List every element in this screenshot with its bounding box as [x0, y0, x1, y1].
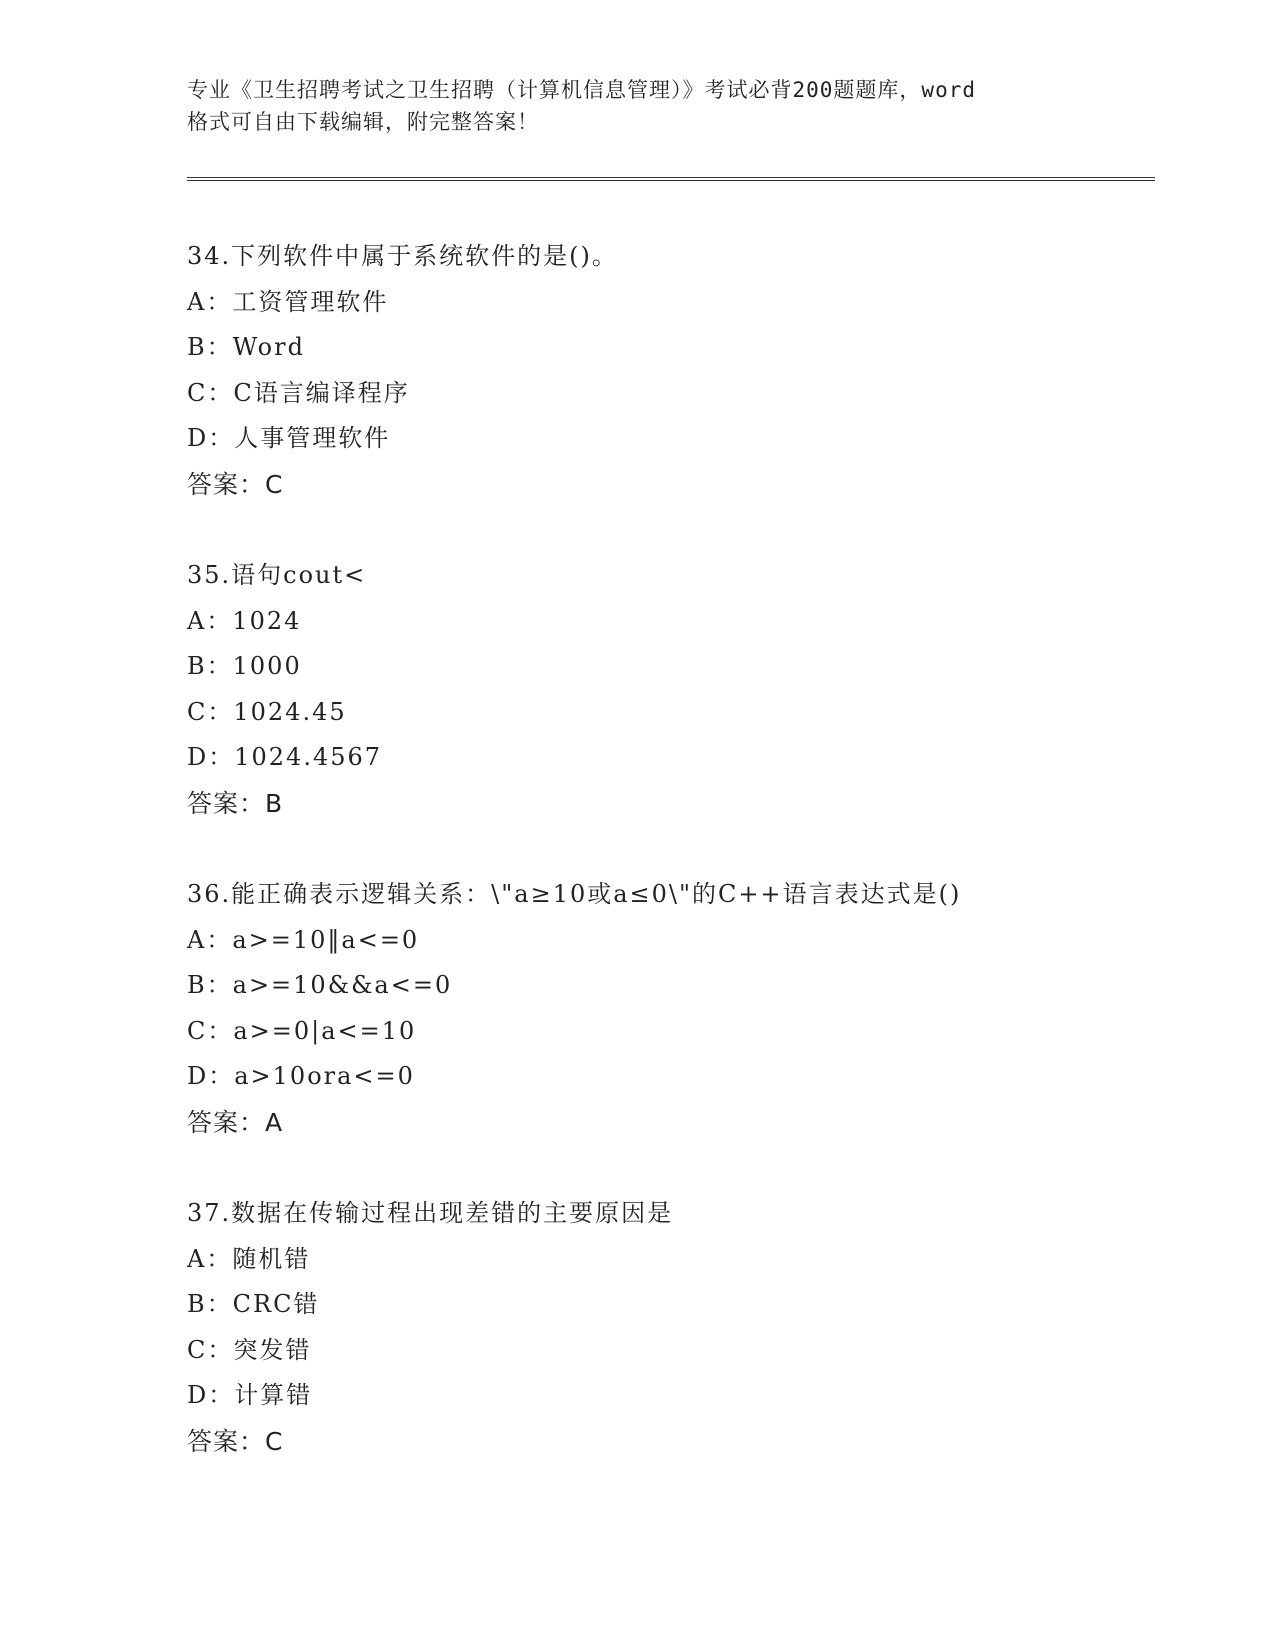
option-a: A：1024: [187, 606, 302, 635]
answer: 答案：C: [187, 469, 284, 499]
option-b: B：CRC错: [187, 1290, 320, 1318]
option-c: C：C语言编译程序: [187, 378, 410, 407]
question-stem: 37.数据在传输过程出现差错的主要原因是: [187, 1199, 674, 1227]
question-35: [187, 553, 1187, 826]
question-34: [187, 234, 1187, 507]
question-stem: 35.语句cout<: [187, 561, 367, 589]
answer: 答案：C: [187, 1426, 284, 1456]
question-36: [187, 872, 1187, 1145]
header-line-2: 格式可自由下载编辑，附完整答案！: [187, 110, 539, 134]
option-d: D：1024.4567: [187, 743, 383, 771]
option-d: D：a>10ora<=0: [187, 1062, 415, 1090]
option-c: C：a>=0|a<=10: [187, 1016, 417, 1045]
answer: 答案：B: [187, 788, 284, 818]
option-d: D：人事管理软件: [187, 424, 391, 452]
header-divider: [187, 177, 1155, 181]
question-list: [187, 234, 1187, 1510]
option-b: B：a>=10&&a<=0: [187, 971, 453, 999]
option-c: C：突发错: [187, 1335, 312, 1364]
option-a: A：随机错: [187, 1244, 311, 1273]
option-b: B：Word: [187, 333, 305, 361]
option-c: C：1024.45: [187, 697, 347, 726]
answer: 答案：A: [187, 1107, 284, 1137]
option-d: D：计算错: [187, 1381, 313, 1409]
header-line-1: 专业《卫生招聘考试之卫生招聘（计算机信息管理）》考试必背200题题库，word: [187, 78, 976, 102]
question-stem: 36.能正确表示逻辑关系：\"a≥10或a≤0\"的C++语言表达式是(): [187, 880, 962, 908]
option-b: B：1000: [187, 652, 302, 680]
document-header: [187, 74, 1087, 138]
question-stem: 34.下列软件中属于系统软件的是()。: [187, 242, 618, 270]
option-a: A：工资管理软件: [187, 287, 389, 316]
option-a: A：a>=10‖a<=0: [187, 925, 420, 954]
question-37: [187, 1191, 1187, 1464]
